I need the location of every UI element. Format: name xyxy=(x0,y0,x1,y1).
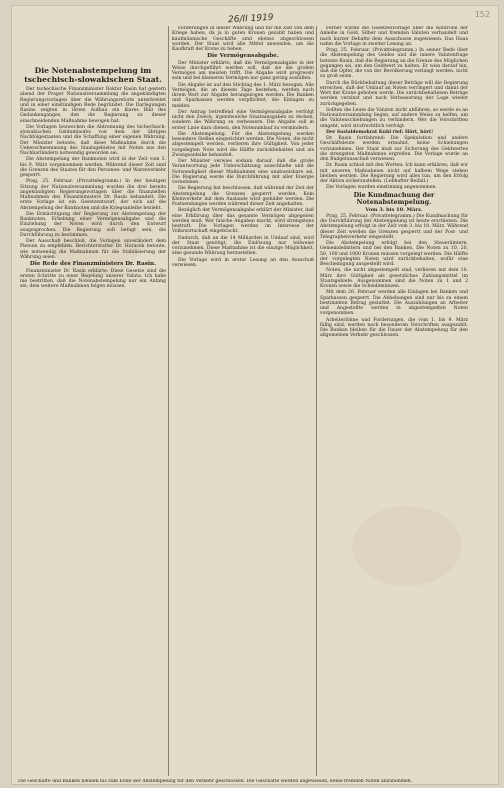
section-heading: Die Rede des Finanzministers Dr. Rasin. xyxy=(29,261,157,268)
paragraph: Dr. Rasin fortfahrend: Die Spekulation und andere Geschäftsleute werden ermahnt, keine Schiebungen vorzunehmen. Der Staat muß zur Sicherung des Geldwertes die strengsten Maßnahmen ergreifen. Die Vorlage wurde an den Budgetausschuß verwiesen. xyxy=(320,136,468,162)
paragraph: Die Vorlagen wurden einstimmig angenommen. xyxy=(326,185,437,191)
section-heading: Die Vermögensabgabe. xyxy=(207,53,279,60)
paragraph: Die Ermächtigung der Regierung zur Abstempelung der Banknoten, Erhebung einer Vermögensabgabe und die Einziehung der Noten wird durch den Entwurf ausgesprochen. Die Regierung soll befugt sein, die Durchführung zu bestimmen. xyxy=(20,211,166,238)
paragraph: Finanzminister Dr. Rasin erklärte: Diese Gesetze sind die ersten Schritte zu einer Regelung unserer Valuta. Ich habe nie bestritten, daß die Notenabstempelung nur ein Anfang sei, dem weitere Maßnahmen folgen müssen. xyxy=(20,268,166,290)
paragraph: Mit dem 26. Februar werden alle Einlagen bei Banken und Sparkassen gesperrt. Die Abhebungen sind nur bis zu einem bestimmten Betrag gestattet. Die Auszahlungen an Arbeiter und Angestellte werden in abgestempelten Noten vorgenommen. xyxy=(320,290,468,317)
headline: Die Notenabstempelung im tschechisch-slowakischen Staat. xyxy=(24,66,162,84)
paragraph: Die Abgabe ist auf den Stichtag des 1. März bezogen. Alle Vermögen, die an diesem Tage bestehen, werden nach ihrem Wert zur Abgabe herangezogen werden. Die Banken und Sparkassen werden verpflichtet, die Einlagen zu melden. xyxy=(172,82,314,109)
bottom-text-strip: Die Geschäfte und Banken bleiben bis zum Ende der Abstempelung für den Verkehr geschlossen. Die Geschäfte werden angewiesen, keine fremden Noten anzunehmen. xyxy=(18,779,413,784)
paragraph: Prag, 25. Februar. (Privattelegramm.) Die Kundmachung für die Durchführung der Abstempelung ist heute erschienen. Die Abstempelung erfolgt in der Zeit vom 3. bis 10. März. Während dieser Zeit werden die Grenzen gesperrt und der Post- und Telegraphenverkehr eingestellt. xyxy=(320,213,468,240)
paragraph: Die Abstempelung erfolgt bei den Steuerämtern, Gemeindeämtern und bei den Banken. Die Noten zu 10, 20, 50, 100 und 1000 Kronen müssen vorgelegt werden. Die Hälfte der vorgelegten Noten wird zurückbehalten, wofür eine Bescheinigung ausgestellt wird. xyxy=(320,241,468,268)
section-subheading: Vom 3. bis 10. März. xyxy=(365,206,423,213)
paragraph: Dr. Rasin schloß mit den Worten: Ich kann erklären, daß wir mit unseren Maßnahmen nicht auf halbem Wege stehen bleiben werden. Die Regierung wird alles tun, um den Erfolg der Aktion sicherzustellen. (Lebhafter Beifall.) xyxy=(320,163,468,184)
paragraph: Prag, 25. Februar. (Privattelegramm.) In der heutigen Sitzung der Nationalversammlung wurden die drei bereits angekündigten Regierungsvorlagen über die finanziellen Maßnahmen des Finanzministers Dr. Rasin behandelt. Die erste Vorlage ist ein Gesetzentwurf, der sich auf die Abstempelung der Banknoten und die Kriegsanleihe bezieht. xyxy=(20,179,166,211)
paragraph: Bezüglich der Vermögensabgabe erklärt der Minister, daß eine Erklärung über das gesamte Vermögen abgegeben werden muß. Wer falsche Angaben macht, wird strengstens bestraft. Die Vorlagen werden im Interesse der Volkswirtschaft eingebracht. xyxy=(172,208,314,235)
paragraph: Sollten die Leute die Valuten nicht abführen, so werde es an Nationalversammlung liegen, auf andere Weise zu helfen, um die Valutenschiebungen zu verhindern. Wer die Vorschriften umgeht, wird strafrechtlich verfolgt. xyxy=(320,107,468,129)
paragraph: Die Abstempelung. Für die Abstempelung werden besondere Stellen eingerichtet werden. Die Noten, die nicht abgestempelt werden, verlieren ihre Gültigkeit. Von jeder vorgelegten Note wird die Hälfte zurückbehalten und als Zwangsanleihe behandelt. xyxy=(172,131,314,158)
paragraph: Der Ausschuß beschloß, die Vorlagen unverändert dem Plenum zu empfehlen. Berichterstatter Dr. Horacek betonte, wie notwendig die Maßnahmen für die Stabilisierung der Währung seien. xyxy=(20,239,166,260)
paragraph: Der Sozialdemokrat Kuhl rief: Hört, hört! xyxy=(326,129,434,135)
page-reference: 152 xyxy=(474,10,490,19)
paragraph: Der Minister verwies sodann darauf, daß die große Verantwortung jede Unterschätzung ausschließe und die Notwendigkeit dieser Maßnahmen eine unabweisbare sei. Die Regierung werde die Durchführung mit aller Energie vornehmen. xyxy=(172,159,314,186)
column-rule xyxy=(168,26,169,776)
paragraph: Noten, die nicht abgestempelt sind, verlieren mit dem 10. März ihre Gültigkeit als gesetzliches Zahlungsmittel im Staatsgebiete. Ausgenommen sind die Noten zu 1 und 2 Kronen sowie die Scheidemünzen. xyxy=(320,268,468,290)
column-2 xyxy=(172,26,314,778)
paragraph: Prag, 25. Februar. (Privattelegramm.) In seiner Rede über die Abstempelung des Geldes und die innere Valutenfrage betonte Rasin, daß die Regierung an die Grenze des Möglichen gegangen sei, um den Geldwert zu halten. Er wies darauf hin, daß die Opfer, die von der Bevölkerung verlangt werden, nicht zu groß seien. xyxy=(320,48,468,80)
paragraph: Die Abstempelung der Banknoten wird in der Zeit vom 3. bis 9. März vorgenommen werden. Während dieser Zeit sind die Grenzen des Staates für den Personen- und Warenverkehr gesperrt. xyxy=(20,157,166,179)
paragraph: Die Vorlage wird in erster Lesung an den Ausschuß verwiesen. xyxy=(172,257,314,268)
column-1 xyxy=(20,64,166,778)
paragraph: Ferner wurde die Gesetzesvorlage über die Kontrolle der Anleihe in Gold, Silber und fremden Valuten verhandelt und nach kurzer Debatte dem Ausschusse zugewiesen. Das Haus nahm die Vorlage in zweiter Lesung an. xyxy=(320,26,468,47)
paragraph: Die Regierung hat beschlossen, daß während der Zeit der Abstempelung die Grenzen gesperrt werden. Kein Kleinverkehr mit dem Auslande wird geduldet werden. Die Postsendungen werden während dieser Zeit angehalten. xyxy=(172,186,314,208)
paragraph: Durch die Rückbehaltung dieser Beträge will die Regierung erreichen, daß der Umlauf an Noten verringert und damit der Wert der Krone gehoben werde. Die zurückbehaltenen Beträge werden verzinst und nach Verbesserung der Lage wieder zurückgegeben. xyxy=(320,80,468,107)
handwritten-date: 26/II 1919 xyxy=(227,12,274,26)
paragraph: Der Minister erklärte, daß die Vermögensabgabe in der Weise durchgeführt werden soll, daß sie die großen Vermögen am meisten trifft. Die Abgabe wird progressiv sein und bei kleineren Vermögen nur ganz gering ausfallen. xyxy=(172,60,314,82)
column-3 xyxy=(320,26,468,778)
paragraph: Arbeiterlöhne und Forderungen, die vom 1. bis 9. März fällig sind, werden nach besonderen Vorschriften ausgezahlt. Die Banken bleiben für die Dauer der Abstempelung für den allgemeinen Verkehr geschlossen. xyxy=(320,317,468,339)
paragraph: Dadurch, daß an die 14 Milliarden in Umlauf sind, wird der Staat genötigt, die Einlösung nur teilweise vorzunehmen. Diese Maßnahme ist die einzige Möglichkeit, eine gesunde Währung herzustellen. xyxy=(172,235,314,257)
paragraph: Der tschechische Finanzminister Doktor Rasin hat gestern abend der Prager Nationalversammlung die angekündigten Regierungsvorlagen über die Währungsreform unterbreitet und in einer einstündigen Rede begründet. Die Darlegungen Rasins zeigten in ihrem Aufbau ein klares Bild des Gedankenganges, den die Regierung zu dieser einschneidenden Maßnahme bewogen hat. xyxy=(20,87,166,124)
paragraph: Die Vorlagen bezwecken die Abtrennung des tschechisch-slowakischen Geldumlaufes von dem der übrigen Nachfolgestaaten und die Schaffung einer eigenen Währung. Der Minister betonte, daß diese Maßnahme durch die Ueberschwemmung des Staatsgebietes mit Noten aus den Nachbarländern notwendig geworden sei. xyxy=(20,124,166,157)
section-heading: Die Kundmachung der Notenabstempelung. xyxy=(353,190,435,206)
column-rule xyxy=(316,26,317,776)
paragraph: Forderungen in dieser Währung und für die Zeit von dem Kriege haben, da ja in guten Kronen gezahlt haben und kaufmännische Geschäfte sind ebenso abgeschlossen worden. Der Staat wird alle Mittel anwenden, um die Kaufkraft der Krone zu heben. xyxy=(172,26,314,52)
paragraph: Der Antrag betreffend eine Vermögensabgabe verfolgt nicht den Zweck, irgendwelche Staatsausgaben zu decken, sondern die Währung zu verbessern. Die Abgabe soll in erster Linie dazu dienen, den Notenumlauf zu vermindern. xyxy=(172,109,314,131)
